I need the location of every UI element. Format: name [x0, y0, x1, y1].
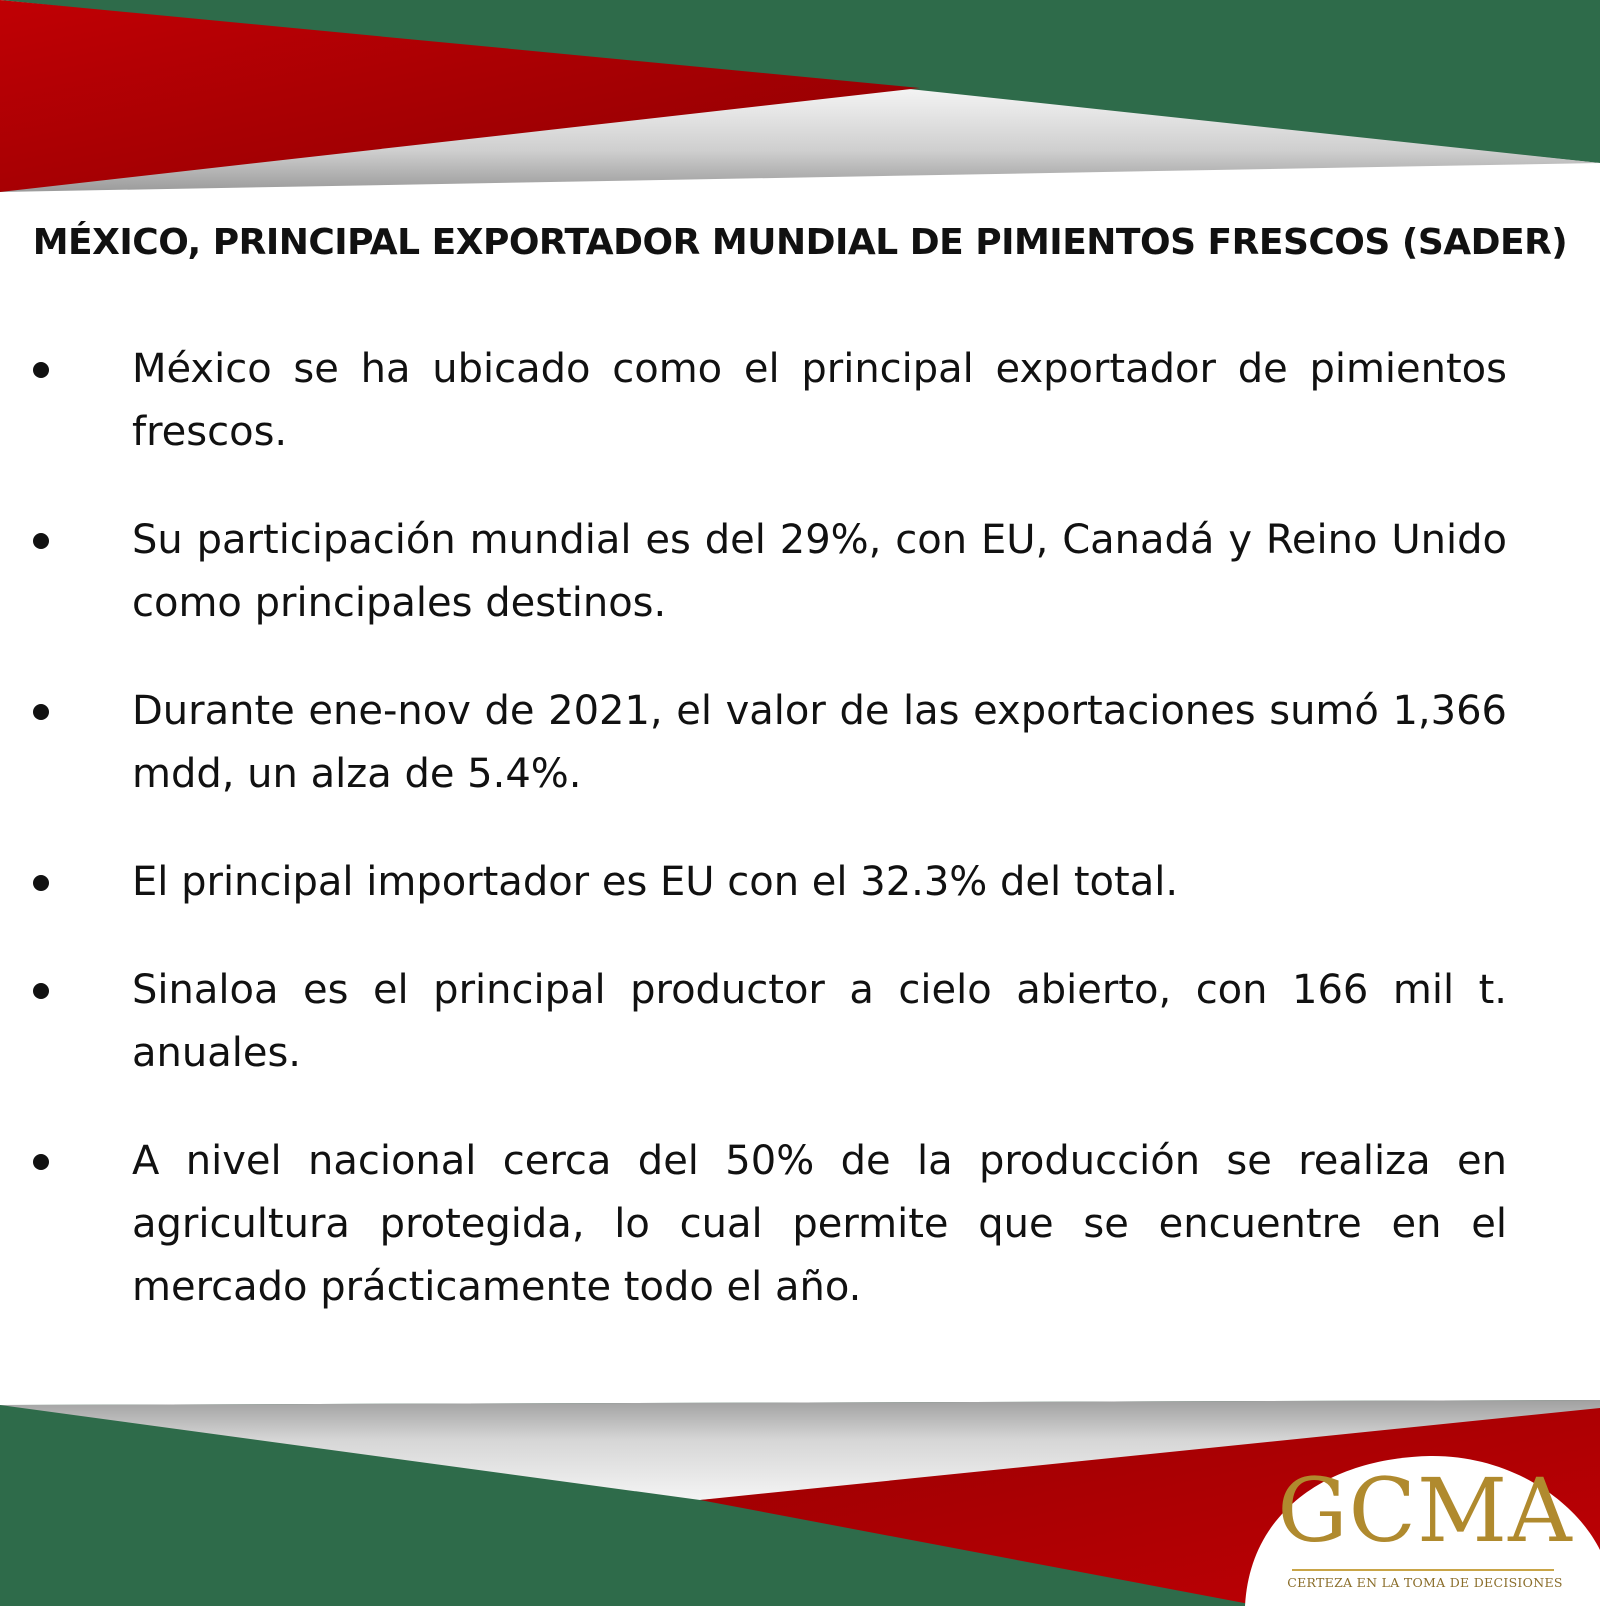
list-item	[0, 1130, 1600, 1319]
bullet-icon	[33, 983, 49, 999]
bullet-text: México se ha ubicado como el principal exportador de pimientos frescos.	[132, 346, 1507, 455]
bullet-text: Sinaloa es el principal productor a cielo abierto, con 166 mil t. anuales.	[132, 967, 1507, 1076]
logo-wordmark: GCMA	[1277, 1459, 1573, 1562]
bullet-text: Durante ene-nov de 2021, el valor de las exportaciones sumó 1,366 mdd, un alza de 5.4%.	[132, 688, 1507, 797]
list-item	[0, 509, 1600, 635]
gcma-logo	[1250, 1455, 1600, 1606]
bullet-text: A nivel nacional cerca del 50% de la producción se realiza en agricultura protegida, lo cual permite que se encuentre en el mercado prácticamente todo el año.	[132, 1138, 1507, 1310]
list-item	[0, 680, 1600, 806]
bullet-icon	[33, 533, 49, 549]
list-item	[0, 338, 1600, 464]
logo-tagline: CERTEZA EN LA TOMA DE DECISIONES	[1287, 1575, 1563, 1590]
bullet-icon	[33, 1154, 49, 1170]
list-item	[0, 959, 1600, 1085]
top-decorative-banner	[0, 0, 1600, 200]
bullet-icon	[33, 362, 49, 378]
logo-divider	[1292, 1569, 1554, 1571]
bullet-icon	[33, 704, 49, 720]
bullet-text: Su participación mundial es del 29%, con EU, Canadá y Reino Unido como principales destinos.	[132, 517, 1507, 626]
bullet-text: El principal importador es EU con el 32.3% del total.	[132, 859, 1179, 905]
bullet-icon	[33, 875, 49, 891]
bullet-list	[0, 338, 1600, 1364]
list-item	[0, 851, 1600, 914]
document-title: MÉXICO, PRINCIPAL EXPORTADOR MUNDIAL DE PIMIENTOS FRESCOS (SADER)	[32, 222, 1568, 263]
